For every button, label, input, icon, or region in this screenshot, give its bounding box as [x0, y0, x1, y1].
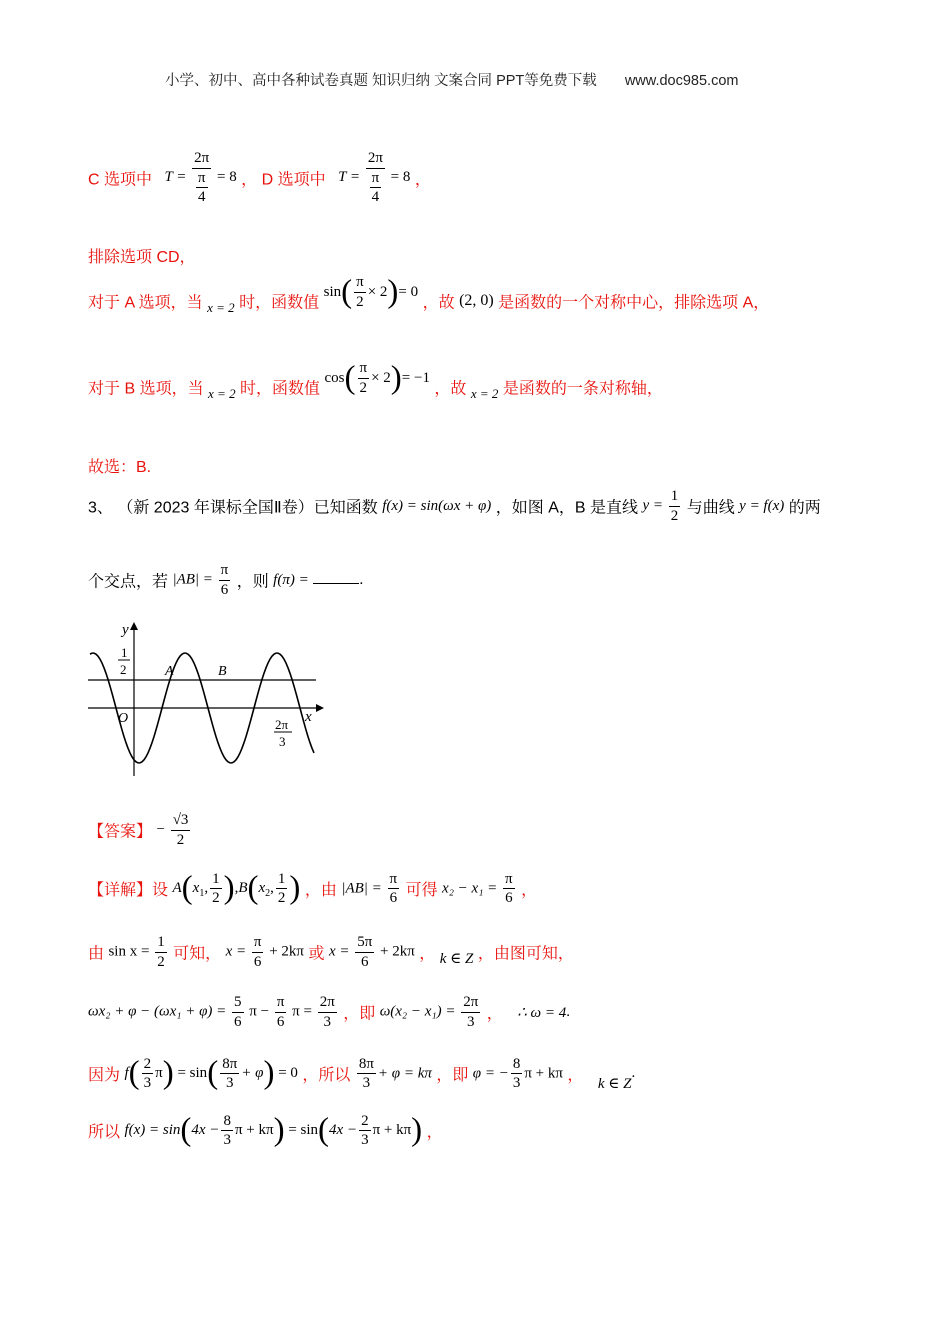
answer-blank[interactable]	[313, 569, 359, 584]
text: ，故	[434, 380, 467, 398]
frac-num: 2π	[366, 150, 385, 169]
frac-num: 8	[221, 1113, 233, 1132]
eq-8: = 8	[390, 169, 411, 186]
detail-label: 【详解】	[88, 882, 153, 899]
text: ，所以	[302, 1067, 351, 1084]
x-tail: + 2kπ	[380, 943, 415, 960]
text: 对于 A 选项，当	[88, 294, 203, 312]
mid: π =	[292, 1003, 312, 1020]
fraction	[252, 934, 264, 970]
frac-num: 2π	[192, 150, 211, 169]
cos-expression	[325, 360, 430, 397]
sep: ，	[567, 1067, 584, 1084]
sin: = sin	[177, 1064, 208, 1081]
frac-num: π	[388, 871, 400, 890]
paren: (	[181, 870, 193, 906]
frac-num: 2π	[461, 994, 480, 1013]
eq: + φ = kπ	[377, 1064, 432, 1081]
paren: )	[263, 1055, 275, 1091]
text: ，由图可知，	[477, 945, 574, 963]
text: 所以	[88, 1124, 121, 1141]
frac-den: 3	[361, 1132, 369, 1148]
fraction	[669, 488, 681, 524]
text: ，由	[304, 882, 337, 899]
fraction	[275, 994, 287, 1030]
header-url: www.doc985.com	[624, 73, 739, 89]
frac-num: 8	[511, 1056, 523, 1075]
fraction	[219, 562, 231, 598]
frac-num: 5π	[355, 934, 374, 953]
ab: |AB| =	[172, 571, 213, 588]
math-point: (2, 0)	[459, 292, 494, 309]
tail: π + kπ	[372, 1121, 412, 1138]
end-punct: ，	[426, 1124, 443, 1141]
frac-num: 2π	[318, 994, 337, 1013]
frac-den	[368, 169, 384, 206]
x-tail: + 2kπ	[269, 943, 305, 960]
math-cond: x = 2	[207, 300, 235, 315]
frac-den: 4	[371, 189, 380, 205]
fraction	[357, 1056, 376, 1092]
ab: |AB| =	[341, 879, 382, 896]
tail: π + kπ	[524, 1064, 563, 1081]
end-punct: .	[359, 571, 364, 589]
paren: )	[390, 359, 402, 396]
question-3-line2	[88, 562, 364, 598]
fraction	[171, 812, 191, 848]
text: 可知，	[173, 945, 222, 963]
x-axis-label: x	[305, 709, 312, 725]
phi-eq: φ = −	[472, 1064, 509, 1081]
answer-value	[156, 812, 192, 848]
sin-expression	[324, 274, 419, 311]
text-or: 或	[308, 945, 325, 963]
eq-t: T =	[338, 169, 361, 186]
end-punct: ，	[414, 171, 431, 189]
fraction	[192, 150, 211, 206]
y-tick-half-den: 2	[120, 662, 127, 677]
math-func: f(x) = sin(ωx + φ)	[382, 497, 492, 514]
paren: (	[207, 1055, 219, 1091]
question-number: 3、	[88, 499, 113, 517]
frac-den: 2	[277, 890, 286, 906]
text: ，即	[436, 1067, 469, 1084]
omega-eq	[380, 994, 483, 1030]
ab-eq	[341, 871, 401, 907]
fraction	[388, 871, 400, 907]
frac-num: 2	[359, 1113, 371, 1132]
sine-graph	[88, 618, 328, 778]
frac-num: π	[370, 170, 382, 189]
mid: π −	[249, 1003, 270, 1020]
phi: + φ	[241, 1064, 264, 1081]
text: 时，函数值	[240, 380, 321, 398]
diff-eq	[442, 871, 517, 907]
line-option-b	[88, 359, 663, 402]
times: × 2	[367, 283, 388, 300]
detail-line4	[88, 1054, 635, 1093]
y-eq: y =	[642, 497, 663, 514]
omega-diff: ωx₂ + φ − (ωx₁ + φ) =	[88, 1003, 227, 1020]
four-x: 4x −	[191, 1121, 220, 1138]
x-sol-1	[226, 934, 304, 970]
detail-line1	[88, 870, 537, 907]
func: sin	[323, 283, 342, 300]
line-cd-period	[88, 150, 431, 206]
line-choose: 故选：B.	[88, 459, 152, 476]
sin-eq	[108, 934, 168, 970]
paren: (	[341, 273, 353, 310]
text: 时，函数值	[239, 294, 320, 312]
c-option-label: C 选项中	[88, 171, 153, 189]
frac-den: 6	[234, 1013, 242, 1030]
frac-num: π	[219, 562, 231, 581]
fraction	[232, 994, 244, 1030]
end-punct: .	[631, 1065, 636, 1081]
frac-den: 3	[512, 1075, 521, 1091]
frac-num: 1	[669, 488, 681, 507]
c-period-formula	[164, 150, 236, 206]
frac-den: 6	[276, 1013, 285, 1030]
end-punct: .	[566, 1003, 571, 1020]
k-int: k ∈ Z	[597, 1076, 632, 1092]
text: 因为	[88, 1067, 121, 1084]
text: 对于 B 选项，当	[88, 380, 204, 398]
detail-line5	[88, 1112, 443, 1149]
x-axis-arrow	[316, 704, 324, 712]
times: × 2	[371, 369, 391, 386]
frac-num: π	[503, 871, 515, 890]
x-sol-2	[329, 934, 415, 970]
fraction	[354, 274, 366, 310]
frac-den: 4	[197, 189, 206, 205]
point-a-label: A	[165, 664, 174, 679]
paren: )	[289, 870, 301, 906]
eq-sin: = sin	[288, 1121, 319, 1138]
x-eq: x =	[225, 943, 247, 960]
result: = −1	[401, 369, 430, 386]
fraction	[220, 1056, 239, 1092]
detail-line3	[88, 994, 570, 1030]
fraction	[511, 1056, 523, 1092]
math-fpi: f(π) =	[273, 571, 309, 588]
frac-num: π	[196, 170, 208, 189]
frac-den	[194, 169, 210, 206]
result: = 0	[398, 283, 419, 300]
text: 可得	[405, 882, 438, 899]
frac-den: 3	[223, 1132, 231, 1148]
frac-num: 1	[155, 934, 167, 953]
page-header	[165, 69, 738, 90]
fraction	[142, 1056, 154, 1092]
f: f	[124, 1064, 129, 1081]
y-axis-arrow	[130, 622, 138, 630]
point-a: A	[172, 879, 182, 896]
d-period-formula	[338, 150, 410, 206]
frac-num: 1	[276, 871, 288, 890]
paren: (	[247, 870, 259, 906]
frac-num: π	[358, 360, 370, 379]
frac-den: 2	[176, 831, 185, 848]
paren: )	[411, 1112, 423, 1148]
text: ，即	[343, 1005, 376, 1023]
frac-num: π	[252, 934, 264, 953]
frac-den: 6	[505, 890, 513, 906]
tail: π + kπ	[234, 1121, 274, 1138]
frac-den: 6	[253, 953, 262, 970]
end-punct: ，	[521, 882, 538, 899]
detail-line2	[88, 934, 574, 970]
fraction	[359, 1113, 371, 1149]
diff: x₂ − x₁ =	[442, 879, 498, 896]
frac-num: 2	[142, 1056, 154, 1075]
point-b-label: B	[218, 664, 227, 679]
text: 由	[88, 945, 105, 963]
frac-den: 6	[220, 581, 229, 598]
text: 的两	[788, 499, 821, 517]
text: 是函数的一条对称轴，	[502, 380, 663, 398]
math-curve: y = f(x)	[739, 497, 785, 514]
frac-den: 3	[323, 1013, 331, 1030]
line-eq	[642, 488, 682, 524]
frac-num: 5	[232, 994, 244, 1013]
x-tick-den: 3	[279, 734, 286, 749]
line-option-a	[88, 273, 770, 316]
frac-den: 2	[670, 507, 679, 524]
header-text: 小学、初中、高中各种试卷真题 知识归纳 文案合同 PPT等免费下载	[165, 73, 597, 89]
frac-den: 2	[359, 379, 368, 396]
text: 个交点，若	[88, 573, 169, 591]
pi: π	[155, 1064, 163, 1081]
fraction	[503, 871, 515, 907]
answer-line	[88, 812, 192, 848]
frac-den: 2	[356, 293, 364, 310]
phi-solution	[473, 1056, 563, 1092]
frac-den: 3	[143, 1075, 152, 1091]
four-x: 4x −	[329, 1121, 358, 1138]
fraction	[366, 150, 385, 206]
text: ，如图 A，B 是直线	[495, 499, 638, 517]
frac-den: 3	[467, 1013, 475, 1030]
f-eq: f(x) = sin	[124, 1121, 181, 1138]
frac-num: π	[275, 994, 287, 1013]
fraction	[318, 994, 337, 1030]
paren: (	[180, 1112, 192, 1148]
ab-length	[172, 562, 232, 598]
sin-x: sin x =	[108, 943, 150, 960]
fraction	[221, 1113, 233, 1149]
x-tick-num: 2π	[275, 717, 289, 732]
text: ，则	[236, 573, 269, 591]
paren: )	[387, 273, 399, 310]
paren: (	[318, 1112, 330, 1148]
frac-den: 2	[212, 890, 220, 906]
x-eq: x =	[328, 943, 350, 960]
f-two-thirds-pi	[124, 1055, 297, 1092]
sep: ，	[241, 171, 258, 189]
omega-expr	[88, 994, 339, 1030]
paren: (	[344, 359, 356, 396]
question-source: （新 2023 年课标全国Ⅱ卷）已知函数	[117, 499, 378, 517]
math-cond: x = 2	[470, 386, 499, 401]
frac-num: 8π	[220, 1056, 239, 1075]
paren: )	[162, 1055, 174, 1091]
fraction	[155, 934, 167, 970]
frac-den: 6	[389, 890, 398, 906]
sep: ，	[419, 945, 436, 963]
frac-num: √3	[171, 812, 191, 831]
frac-num: 1	[210, 871, 222, 890]
y-tick-half-num: 1	[121, 645, 128, 660]
omega: ω(x₂ − x₁) =	[379, 1003, 456, 1020]
frac-num: π	[354, 274, 366, 293]
point-b: B	[238, 879, 248, 896]
frac-den: 3	[225, 1075, 234, 1091]
paren: )	[223, 870, 235, 906]
fraction	[461, 994, 480, 1030]
points-ab: $A(x_1$, $\frac{1}{2}$ )$,B(x_2$, $\frac{1}{2}$ )	[172, 870, 301, 906]
frac-num: 8π	[357, 1056, 376, 1075]
eq-t: T =	[164, 169, 187, 186]
fraction	[210, 871, 222, 907]
frac-den: 6	[361, 953, 369, 970]
frac-den: 3	[362, 1075, 371, 1091]
fraction	[276, 871, 288, 907]
func: cos	[324, 369, 345, 386]
eq-8: = 8	[217, 169, 237, 186]
frac-den: 2	[157, 953, 165, 970]
k-int: k ∈ Z	[439, 950, 474, 967]
fraction	[355, 934, 374, 970]
origin-label: O	[118, 711, 129, 726]
y-axis-label: y	[122, 622, 129, 638]
d-option-label: D 选项中	[261, 171, 326, 189]
minus: −	[156, 821, 165, 838]
fraction	[358, 360, 370, 396]
math-cond: x = 2	[208, 386, 236, 401]
omega-result: ∴ ω = 4	[517, 1004, 567, 1021]
question-3-line1	[88, 488, 821, 524]
paren: )	[273, 1112, 285, 1148]
line-exclude-cd: 排除选项 CD，	[88, 249, 196, 266]
f-final	[124, 1112, 422, 1149]
text: 与曲线	[686, 499, 735, 517]
text: 是函数的一个对称中心，排除选项 A，	[498, 294, 770, 312]
answer-label: 【答案】	[88, 823, 153, 841]
sep: ，	[486, 1005, 503, 1023]
paren: (	[128, 1055, 140, 1091]
text: 设	[152, 882, 169, 899]
zero: = 0	[278, 1064, 298, 1081]
phi-relation	[355, 1056, 432, 1092]
text: ，故	[422, 294, 455, 312]
